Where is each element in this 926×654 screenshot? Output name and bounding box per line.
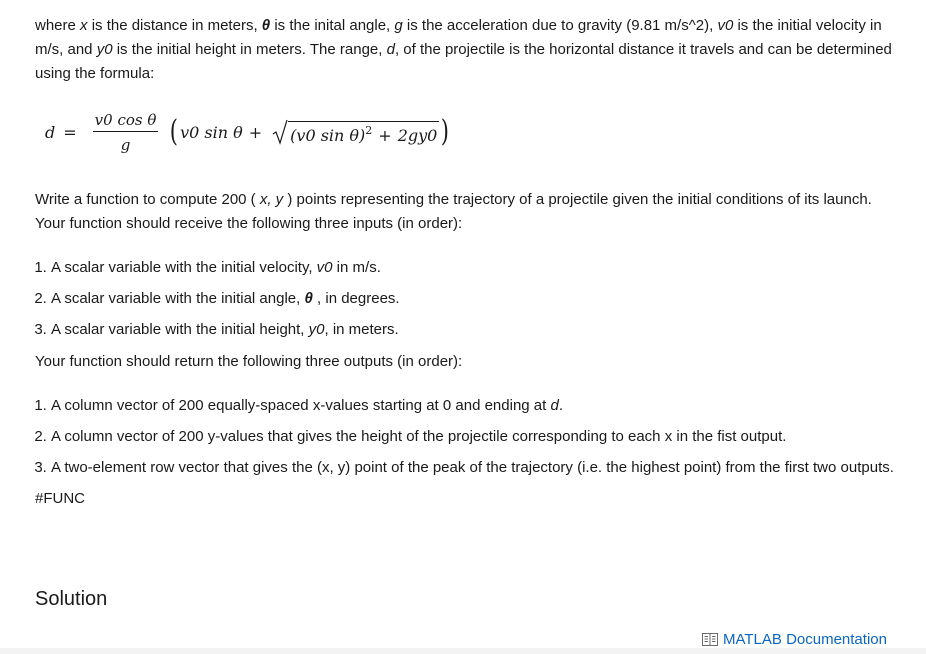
radicand-exponent: 2 — [365, 124, 373, 137]
solution-heading: Solution — [35, 588, 108, 610]
item-text: A column vector of 200 equally-spaced x-values starting at 0 and ending at — [51, 397, 551, 414]
intro-text: where — [35, 17, 81, 34]
intro-text: is the initial height in meters. The range, — [112, 41, 387, 58]
var-d: d — [386, 41, 395, 58]
item-text: A scalar variable with the initial angle, — [51, 290, 305, 307]
task-paragraph — [35, 188, 895, 236]
intro-text: is the distance in meters, — [87, 17, 262, 34]
var-x: x — [80, 17, 88, 34]
formula-denominator: g — [120, 135, 131, 154]
list-item — [51, 394, 895, 418]
formula-fraction — [93, 111, 159, 154]
matlab-documentation-link[interactable] — [702, 631, 887, 648]
intro-text: , of the projectile is the horizontal distance it travels and can be determined using the formula: — [35, 41, 892, 82]
formula-plus: + — [378, 126, 392, 145]
item-text: in m/s. — [332, 259, 381, 276]
list-item — [51, 456, 895, 480]
formula-equals: = — [63, 122, 77, 142]
item-var: y0 — [308, 321, 325, 338]
inputs-list — [35, 256, 895, 342]
item-text: , in meters. — [324, 321, 399, 338]
formula-sqrt — [272, 119, 439, 145]
radicand-term-a: (v0 sin θ) — [290, 126, 366, 145]
func-tag: #FUNC — [35, 490, 86, 507]
intro-text: is the inital angle, — [270, 17, 395, 34]
item-text: A two-element row vector that gives the (x, y) point of the peak of the trajectory (i.e. the highest point) from the first two outputs. — [51, 459, 894, 476]
item-text: A scalar variable with the initial velocity, — [51, 259, 317, 276]
formula-lhs: d — [45, 122, 56, 142]
item-text: A column vector of 200 y-values that gives the height of the projectile corresponding to each x in the fist output. — [51, 428, 787, 445]
item-text: , in degrees. — [312, 290, 400, 307]
formula-left-term: v0 sin θ — [180, 122, 243, 142]
var-v0: v0 — [717, 17, 734, 34]
var-g: g — [394, 17, 403, 34]
book-icon — [702, 633, 718, 647]
var-theta: θ — [261, 17, 271, 34]
formula-left-paren: ( — [170, 114, 179, 149]
intro-paragraph — [35, 14, 895, 86]
formula-numerator: v0 cos θ — [93, 111, 159, 132]
bottom-panel-edge — [0, 648, 926, 654]
outputs-intro: Your function should return the following three outputs (in order): — [35, 353, 463, 370]
task-text: ) points representing the trajectory of a projectile given the initial conditions of its launch. Your function should receive the following three inputs (in order): — [35, 191, 872, 232]
doc-link-label: MATLAB Documentation — [723, 631, 887, 648]
list-item — [51, 287, 895, 311]
outputs-list — [35, 394, 895, 480]
range-formula — [45, 108, 895, 156]
formula-right-paren: ) — [441, 114, 450, 149]
radicand-term-b: 2gy0 — [397, 126, 438, 145]
var-y0: y0 — [96, 41, 113, 58]
item-var: v0 — [316, 259, 333, 276]
list-item — [51, 425, 895, 449]
intro-text: is the acceleration due to gravity (9.81 m/s^2), — [402, 17, 718, 34]
item-var: θ — [304, 290, 313, 307]
item-text: . — [558, 397, 563, 414]
list-item — [51, 318, 895, 342]
formula-radicand — [288, 121, 439, 145]
item-var: d — [550, 397, 559, 414]
task-text: Write a function to compute 200 ( — [35, 191, 260, 208]
sqrt-sign-icon — [272, 119, 288, 145]
item-text: A scalar variable with the initial height, — [51, 321, 309, 338]
problem-content — [35, 14, 895, 511]
formula-plus: + — [248, 122, 263, 142]
intro-text: is the initial velocity in m/s, and — [35, 17, 882, 58]
list-item — [51, 256, 895, 280]
var-xy: x, y — [259, 191, 284, 208]
